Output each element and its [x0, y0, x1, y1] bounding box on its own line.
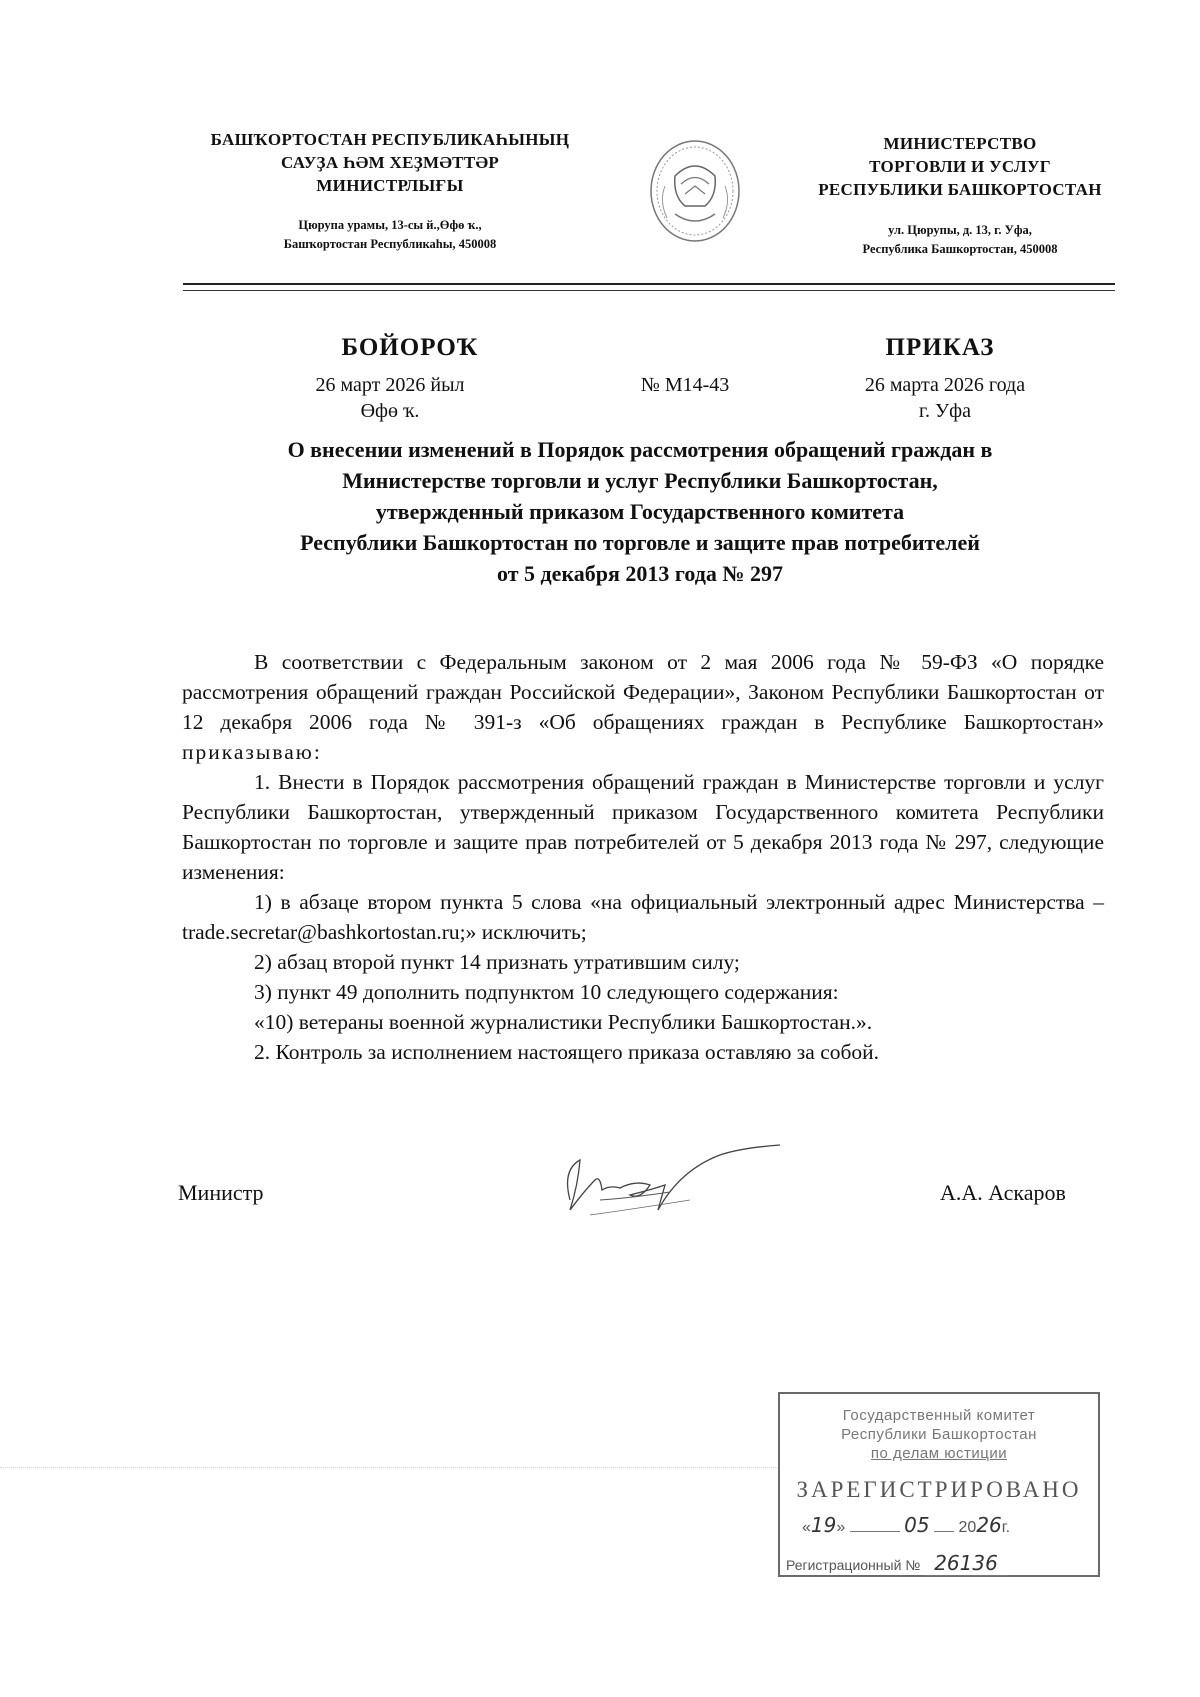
- sub-item-2: 2) абзац второй пункт 14 признать утратившим силу;: [254, 950, 740, 974]
- left-org-name: [170, 128, 610, 197]
- stamp-org-line-2: Республики Башкортостан: [841, 1426, 1037, 1443]
- order-number: № М14-43: [640, 374, 730, 396]
- order-type-russian: ПРИКАЗ: [885, 334, 995, 361]
- registration-stamp: [778, 1392, 1100, 1577]
- coat-of-arms-icon: [645, 136, 745, 246]
- left-address-line-1: Цюрупа урамы, 13-сы й.,Өфө ҡ.,: [298, 218, 482, 232]
- right-org-line-2: ТОРГОВЛИ И УСЛУГ: [869, 157, 1051, 176]
- stamp-reg-number: [780, 1551, 1098, 1575]
- date-russian: 26 марта 2026 года: [864, 374, 1026, 396]
- sub-item-1: 1) в абзаце втором пункта 5 слова «на официальный электронный адрес Министерства – trade.secretar@bashkortostan.ru;» исключить;: [182, 890, 1104, 944]
- scan-artifact-line: [0, 1467, 780, 1468]
- stamp-year-prefix: 20: [958, 1519, 977, 1536]
- handwritten-signature: [540, 1130, 790, 1230]
- left-address-line-2: Башҡортостан Республикаһы, 450008: [283, 237, 497, 251]
- signatory-position: Министр: [178, 1180, 264, 1205]
- right-address: [810, 221, 1110, 259]
- stamp-day: 19: [810, 1513, 837, 1537]
- order-body: [182, 647, 1104, 1067]
- title-line-3: утвержденный приказом Государственного комитета: [375, 499, 905, 524]
- title-line-1: О внесении изменений в Порядок рассмотрения обращений граждан в: [287, 437, 993, 462]
- order-date-bashkir: [270, 372, 510, 424]
- title-line-5: от 5 декабря 2013 года № 297: [497, 561, 783, 586]
- left-address: [210, 216, 570, 254]
- right-address-line-1: ул. Цюрупы, д. 13, г. Уфа,: [888, 223, 1032, 237]
- stamp-date: «19» 05 2026г.: [802, 1513, 1011, 1537]
- place-russian: г. Уфа: [919, 400, 971, 422]
- preamble-text: В соответствии с Федеральным законом от 2 мая 2006 года № 59-ФЗ «О порядке рассмотрения обращений граждан Российской Федерации», Законом Республики Башкортостан от 12 декабря 2006 года № 391-з «Об обращениях граждан в Республике Башкортостан»: [182, 650, 1104, 734]
- date-bashkir: 26 март 2026 йыл: [315, 374, 465, 396]
- right-org-name: [790, 132, 1130, 201]
- signatory-name: А.А. Аскаров: [940, 1180, 1066, 1205]
- item-1: 1. Внести в Порядок рассмотрения обращений граждан в Министерстве торговли и услуг Республики Башкортостан, утвержденный приказом Государственного комитета Республики Башкортостан по торговле и защите прав потребителей от 5 декабря 2013 года № 297, следующие изменения:: [182, 770, 1104, 884]
- stamp-org: [780, 1406, 1098, 1463]
- place-bashkir: Өфө ҡ.: [360, 400, 420, 422]
- right-org-line-3: РЕСПУБЛИКИ БАШКОРТОСТАН: [818, 180, 1102, 199]
- title-line-2: Министерстве торговли и услуг Республики Башкортостан,: [342, 468, 938, 493]
- order-date-russian: [830, 372, 1060, 424]
- stamp-org-line-3: по делам юстиции: [870, 1445, 1008, 1462]
- stamp-month: 05: [904, 1513, 930, 1537]
- title-line-4: Республики Башкортостан по торговле и защите прав потребителей: [300, 530, 980, 555]
- left-org-line-2: САУҘА ҺӘМ ХЕҘМӘТТӘР: [280, 153, 500, 172]
- header-divider-thin: [183, 290, 1115, 291]
- left-org-line-1: БАШҠОРТОСТАН РЕСПУБЛИКАҺЫНЫҢ: [210, 130, 570, 149]
- stamp-year: 26: [976, 1513, 1002, 1537]
- header-divider-thick: [183, 283, 1115, 285]
- sub-item-3-text: «10) ветераны военной журналистики Республики Башкортостан.».: [254, 1010, 873, 1034]
- order-type-bashkir: БОЙОРОҠ: [341, 334, 479, 361]
- right-address-line-2: Республика Башкортостан, 450008: [862, 242, 1058, 256]
- stamp-reg-label: Регистрационный №: [786, 1557, 921, 1573]
- sub-item-3: 3) пункт 49 дополнить подпунктом 10 следующего содержания:: [254, 980, 839, 1004]
- order-title: [160, 434, 1120, 589]
- order-word: приказываю:: [182, 740, 322, 764]
- stamp-reg-value: 26136: [924, 1551, 1008, 1576]
- item-2: 2. Контроль за исполнением настоящего приказа оставляю за собой.: [254, 1040, 880, 1064]
- preamble-paragraph: [182, 647, 1104, 767]
- right-org-line-1: МИНИСТЕРСТВО: [883, 134, 1037, 153]
- left-org-line-3: МИНИСТРЛЫҒЫ: [316, 176, 464, 195]
- stamp-registered: ЗАРЕГИСТРИРОВАНО: [796, 1477, 1082, 1502]
- stamp-org-line-1: Государственный комитет: [842, 1407, 1036, 1424]
